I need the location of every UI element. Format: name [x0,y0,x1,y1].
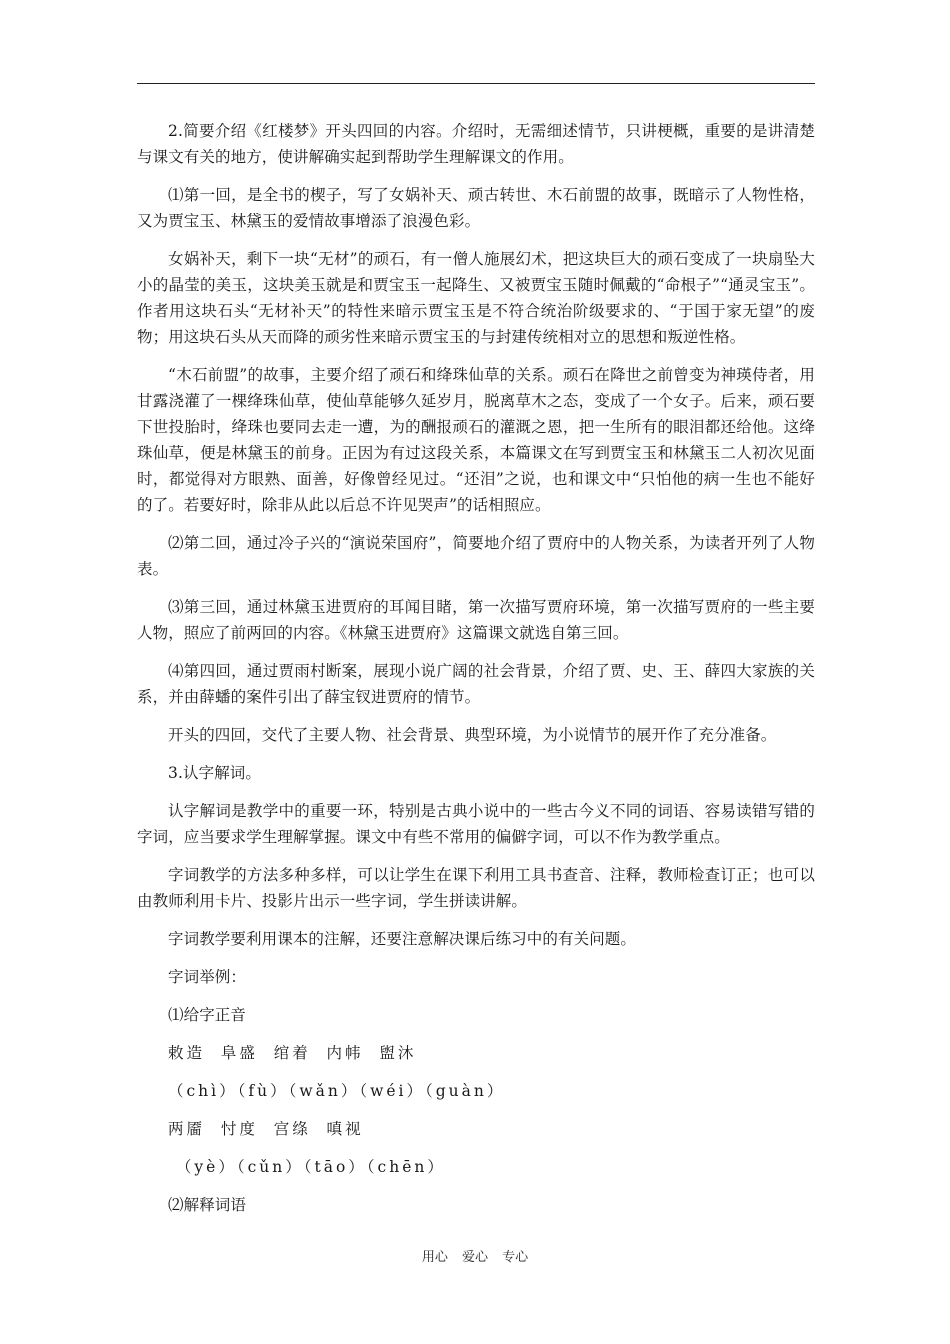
paragraph-summary: 开头的四回，交代了主要人物、社会背景、典型环境，为小说情节的展开作了充分准备。 [168,726,777,744]
pinyin-list-one: （chì）（fù）（wǎn）（wéi）（guàn） [168,1082,506,1100]
paragraph-definitions-heading: ⑵解释词语 [168,1196,247,1214]
paragraph-vocabulary-importance: 认字解词是教学中的重要一环，特别是古典小说中的一些古今义不同的词语、容易读错写错的字词，应当要求学生理解掌握。课文中有些不常用的偏僻字词，可以不作为教学重点。 [137,802,815,846]
paragraph-chapter-two: ⑵第二回，通过冷子兴的“演说荣国府”，简要地介绍了贾府中的人物关系，为读者开列了人物表。 [137,534,815,578]
section-heading-vocabulary: 3.认字解词。 [168,764,261,782]
document-body [137,118,815,1230]
paragraph-vocabulary-methods: 字词教学的方法多种多样，可以让学生在课下利用工具书查音、注释，教师检查订正；也可以由教师利用卡片、投影片出示一些字词，学生拼读讲解。 [137,866,815,910]
paragraph-examples-label: 字词举例： [168,968,247,986]
paragraph-chapter-four: ⑷第四回，通过贾雨村断案，展现小说广阔的社会背景，介绍了贾、史、王、薛四大家族的关系，并由薛蟠的案件引出了薛宝钗进贾府的情节。 [137,662,815,706]
word-list-two: 两靥 忖度 宫绦 嗔视 [168,1120,364,1138]
header-rule [137,83,815,84]
page-footer: 用心 爱心 专心 [421,1250,529,1265]
paragraph-chapter-three: ⑶第三回，通过林黛玉进贾府的耳闻目睹，第一次描写贾府环境，第一次描写贾府的一些主要人物，照应了前两回的内容。《林黛玉进贾府》这篇课文就选自第三回。 [137,598,815,642]
paragraph-mushi-qianmeng: “木石前盟”的故事，主要介绍了顽石和绛珠仙草的关系。顽石在降世之前曾变为神瑛侍者，用甘露浇灌了一棵绛珠仙草，使仙草能够久延岁月，脱离草木之态，变成了一个女子。后来，顽石要下世投胎时，绛珠也要同去走一遭，为的酬报顽石的灌溉之恩，把一生所有的眼泪都还给他。这绛珠仙草，便是林黛玉的前身。正因为有过这段关系，本篇课文在写到贾宝玉和林黛玉二人初次见面时，都觉得对方眼熟、面善，好像曾经见过。“还泪”之说，也和课文中“只怕他的病一生也不能好的了。若要好时，除非从此以后总不许见哭声”的话相照应。 [137,366,815,514]
pinyin-list-two: （yè）（cǔn）（tāo）（chēn） [168,1158,446,1176]
paragraph-vocabulary-notes: 字词教学要利用课本的注解，还要注意解决课后练习中的有关问题。 [168,930,637,948]
paragraph-intro-four-chapters: 2.简要介绍《红楼梦》开头四回的内容。介绍时，无需细述情节，只讲梗概，重要的是讲清楚与课文有关的地方，使讲解确实起到帮助学生理解课文的作用。 [137,122,815,166]
paragraph-chapter-one: ⑴第一回，是全书的楔子，写了女娲补天、顽古转世、木石前盟的故事，既暗示了人物性格，又为贾宝玉、林黛玉的爱情故事增添了浪漫色彩。 [137,186,815,230]
word-list-one: 敕造 阜盛 绾着 内帏 盥沐 [168,1044,417,1062]
paragraph-nuwa: 女娲补天，剩下一块“无材”的顽石，有一僧人施展幻术，把这块巨大的顽石变成了一块扇坠大小的晶莹的美玉，这块美玉就是和贾宝玉一起降生、又被贾宝玉随时佩戴的“命根子”“通灵宝玉”。作者用这块石头“无材补天”的特性来暗示贾宝玉是不符合统治阶级要求的、“于国于家无望”的废物；用这块石头从天而降的顽劣性来暗示贾宝玉的与封建传统相对立的思想和叛逆性格。 [137,250,815,346]
paragraph-pronunciation-heading: ⑴给字正音 [168,1006,247,1024]
